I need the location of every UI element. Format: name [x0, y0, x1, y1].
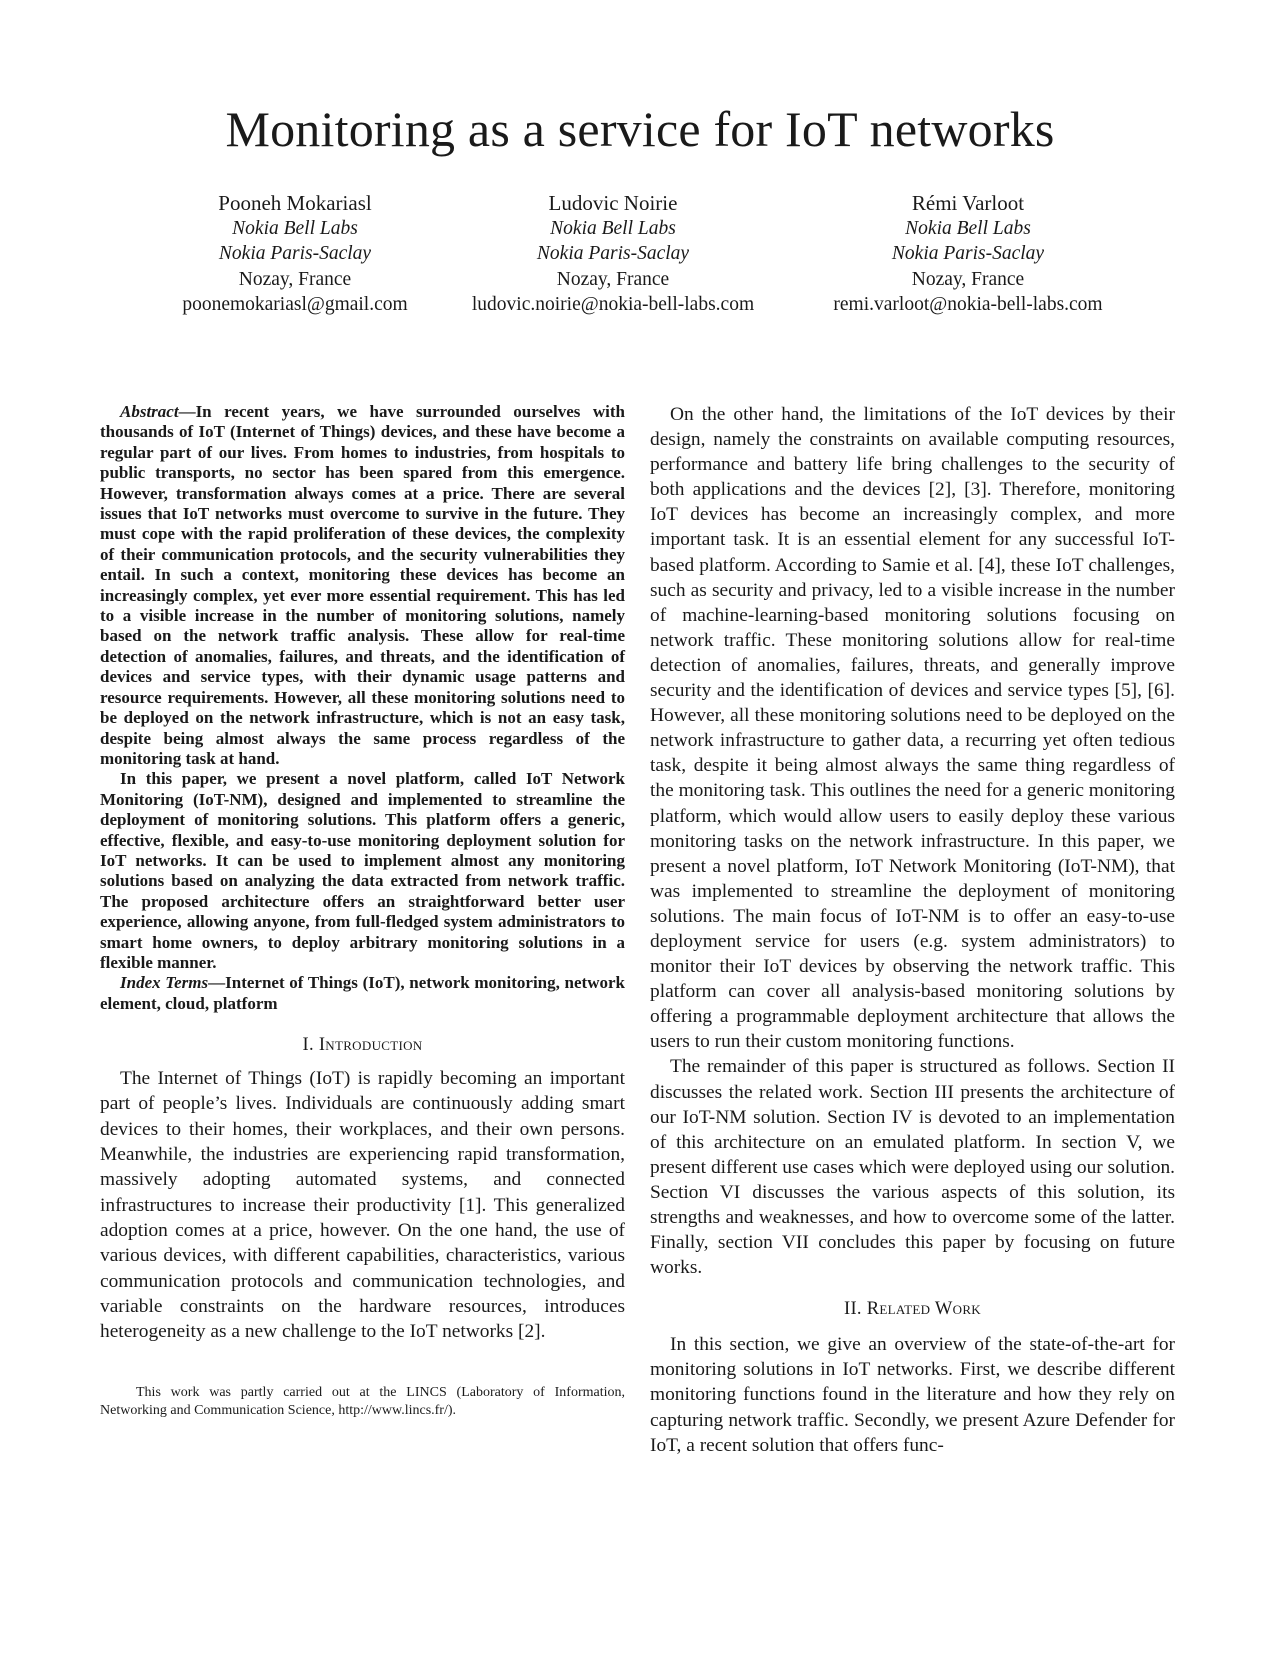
intro-paragraph-1: The Internet of Things (IoT) is rapidly becoming an important part of people’s lives. Individuals are continuously adding smart devices to their homes, their workplaces, and their own persons. Meanwhile, the industries are experiencing rapid transformation, massively adopting automated systems, and connected infrastructures to increase their productivity [1]. This generalized adoption comes at a price, however. On the one hand, the use of various devices, with different capabilities, characteristics, various communication protocols and communication technologies, and variable constraints on the hardware resources, introduces heterogeneity as a new challenge to the IoT networks [2]. — [100, 1068, 625, 1343]
author-affiliation: Nokia Bell Labs — [232, 218, 358, 239]
author-2 — [413, 190, 813, 318]
author-block — [0, 190, 1280, 330]
related-work-paragraph-1: In this section, we give an overview of the state-of-the-art for monitoring solutions in IoT networks. First, we describe different monitoring functions found in the literature and how they rely on capturing network traffic. Secondly, we present Azure Defender for IoT, a recent solution that offers func- — [650, 1334, 1175, 1456]
author-affiliation: Nokia Bell Labs — [905, 218, 1031, 239]
index-terms-text: —Internet of Things (IoT), network monitoring, network element, cloud, platform — [100, 973, 625, 1013]
abstract-text: —In recent years, we have surrounded ourselves with thousands of IoT (Internet of Things) devices, and these have become a regular part of our lives. From homes to industries, from hospitals to public transports, no sector has been spared from this emergence. However, transformation always comes at a price. There are several issues that IoT networks must overcome to survive in the future. They must cope with the rapid proliferation of these devices, the complexity of their communication protocols, and the security vulnerabilities they entail. In such a context, monitoring these devices has become an increasingly complex, yet ever more essential requirement. This has led to a visible increase in the number of monitoring solutions, namely based on the network traffic analysis. These allow for real-time detection of anomalies, failures, and threats, and the identification of devices and service types, with their dynamic usage patterns and resource requirements. However, all these monitoring solutions need to be deployed on the network infrastructure, which is not an easy task, despite being almost always the same process regardless of the monitoring task at hand. — [100, 402, 625, 768]
author-location: Nozay, France — [911, 268, 1025, 290]
intro-paragraph-2: On the other hand, the limitations of the IoT devices by their design, namely the constraints on available computing resources, performance and battery life bring challenges to the security of both applications and the devices [2], [3]. Therefore, monitoring IoT devices has become an increasingly complex, and more important task. It is an essential element for any successful IoT-based platform. According to Samie et al. [4], these IoT challenges, such as security and privacy, led to a visible increase in the number of machine-learning-based monitoring solutions focusing on network traffic. These monitoring solutions allow for real-time detection of anomalies, failures, threats, and generally improve security and the identification of devices and service types [5], [6]. However, all these monitoring solutions need to be deployed on the network infrastructure to gather data, a recurring yet often tedious task, despite it being almost always the same thing regardless of the monitoring task. This outlines the need for a generic monitoring platform, which would allow users to easily deploy these various monitoring tasks on the network infrastructure. In this paper, we present a novel platform, IoT Network Monitoring (IoT-NM), that was implemented to streamline the deployment of monitoring solutions. The main focus of IoT-NM is to offer an easy-to-use deployment service for users (e.g. system administrators) to monitor their IoT devices by observing the network traffic. This platform can cover all analysis-based monitoring solutions by offering a programmable deployment architecture that allows the users to run their custom monitoring functions. — [650, 404, 1175, 1053]
abstract-paragraph-2: In this paper, we present a novel platform, called IoT Network Monitoring (IoT-NM), designed and implemented to streamline the deployment of monitoring solutions. This platform offers a generic, effective, flexible, and easy-to-use monitoring deployment solution for IoT networks. It can be used to implement almost any monitoring solutions based on analyzing the data extracted from network traffic. The proposed architecture offers an straightforward better user experience, allowing anyone, from full-fledged system administrators to smart home owners, to deploy arbitrary monitoring solutions in a flexible manner. — [100, 769, 625, 972]
author-email: remi.varloot@nokia-bell-labs.com — [833, 294, 1103, 316]
footnote: This work was partly carried out at the LINCS (Laboratory of Information, Networking and Communication Science, http://www.lincs.fr/). — [100, 1385, 625, 1418]
abstract — [100, 402, 625, 769]
section-heading-related-work: II. Related Work — [843, 1299, 981, 1320]
author-email: poonemokariasl@gmail.com — [182, 294, 408, 316]
author-name: Ludovic Noirie — [548, 191, 678, 215]
author-email: ludovic.noirie@nokia-bell-labs.com — [471, 294, 755, 316]
author-location: Nozay, France — [238, 268, 352, 290]
author-affiliation: Nokia Paris-Saclay — [536, 243, 690, 265]
left-column — [100, 402, 625, 1419]
section-heading-introduction: I. Introduction — [302, 1035, 423, 1056]
paper-title: Monitoring as a service for IoT networks — [225, 101, 1055, 157]
author-affiliation: Nokia Paris-Saclay — [891, 243, 1045, 265]
right-column — [650, 402, 1175, 1458]
author-location: Nozay, France — [556, 268, 670, 290]
intro-paragraph-3: The remainder of this paper is structured as follows. Section II discusses the related work. Section III presents the architecture of our IoT-NM solution. Section IV is devoted to an implementation of this architecture on an emulated platform. In section V, we present different use cases which were deployed using our solution. Section VI discusses the various aspects of this solution, its strengths and weaknesses, and how to overcome some of the latter. Finally, section VII concludes this paper by focusing on future works. — [650, 1056, 1175, 1279]
author-3 — [768, 190, 1168, 318]
index-terms-lead: Index Terms — [120, 973, 209, 993]
index-terms — [100, 973, 625, 1014]
author-affiliation: Nokia Bell Labs — [550, 218, 676, 239]
author-name: Pooneh Mokariasl — [218, 191, 372, 215]
abstract-lead: Abstract — [120, 402, 179, 421]
author-name: Rémi Varloot — [911, 191, 1025, 215]
author-affiliation: Nokia Paris-Saclay — [218, 243, 372, 265]
